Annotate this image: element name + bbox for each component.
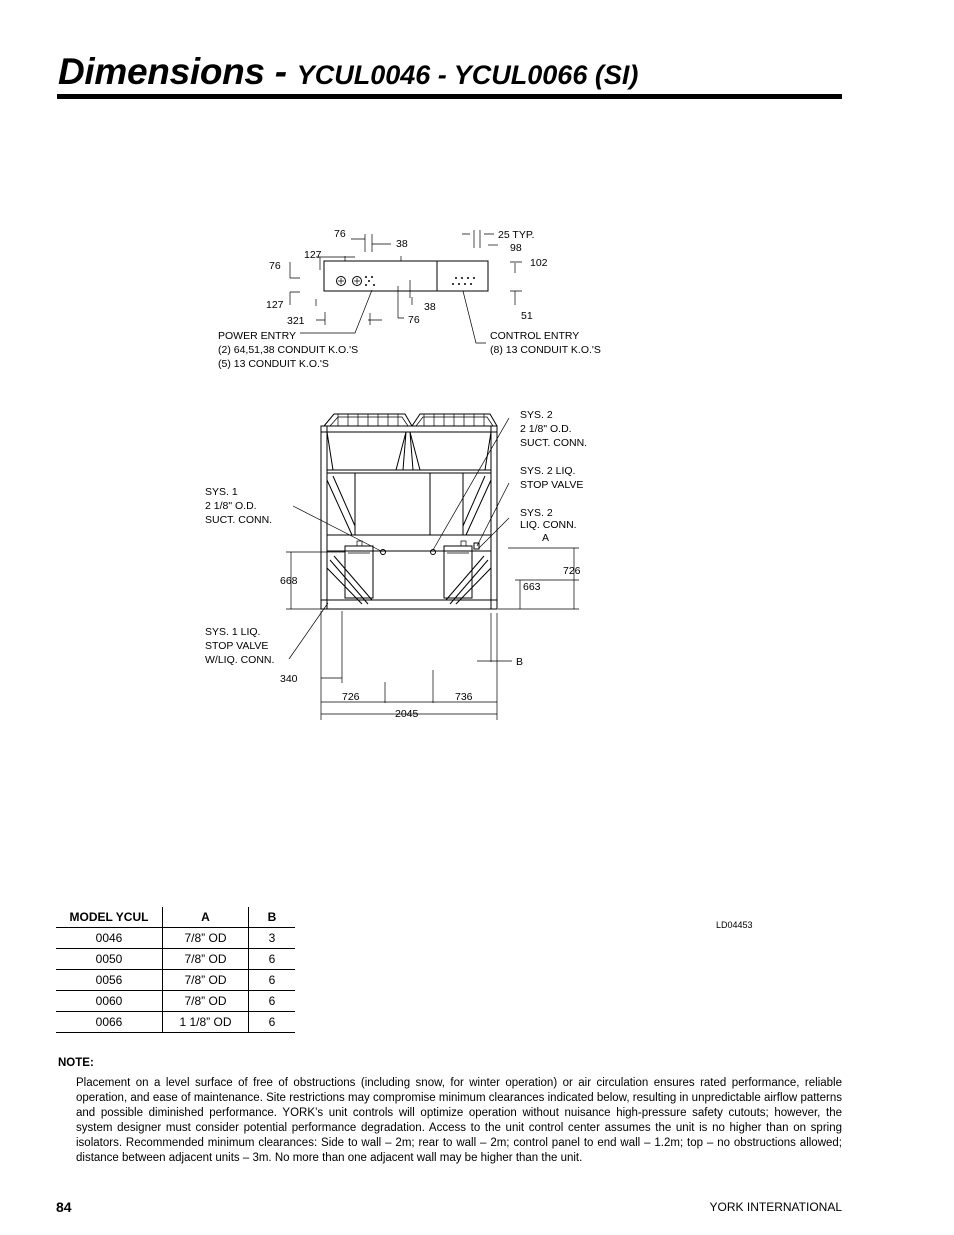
drawing-id: LD04453 — [716, 920, 753, 930]
cell-model: 0060 — [56, 991, 163, 1012]
model-dimensions-table — [56, 907, 295, 1033]
dim-663: 663 — [523, 581, 541, 593]
sys2-suct-line-3: SUCT. CONN. — [520, 437, 588, 449]
dim-726-right: 726 — [563, 565, 581, 577]
control-entry-line-1: CONTROL ENTRY — [490, 330, 580, 342]
sys2-liq-conn-line-1: SYS. 2 — [520, 507, 553, 519]
cell-b: 6 — [249, 970, 296, 991]
cell-a: 7/8” OD — [163, 949, 249, 970]
dim-98: 98 — [510, 242, 522, 254]
dim-38-top: 38 — [396, 238, 408, 250]
dim-25-typ: 25 TYP. — [498, 229, 535, 241]
power-entry-line-3: (5) 13 CONDUIT K.O.'S — [218, 358, 329, 370]
table-row — [56, 928, 295, 949]
sys1-liq-line-2: STOP VALVE — [205, 640, 269, 652]
cell-model: 0046 — [56, 928, 163, 949]
sys1-suct-line-3: SUCT. CONN. — [205, 514, 273, 526]
title-model-range: YCUL0046 - YCUL0066 (SI) — [296, 60, 639, 90]
dim-2045: 2045 — [395, 708, 419, 720]
header-b: B — [249, 907, 296, 928]
dim-736: 736 — [455, 691, 473, 703]
cell-b: 3 — [249, 928, 296, 949]
dim-102: 102 — [530, 257, 548, 269]
dim-76-top: 76 — [334, 228, 346, 240]
header-a: A — [163, 907, 249, 928]
cell-model: 0066 — [56, 1012, 163, 1033]
cell-a: 7/8” OD — [163, 991, 249, 1012]
sys2-liq-stop-line-2: STOP VALVE — [520, 479, 584, 491]
table-row — [56, 1012, 295, 1033]
label-b: B — [516, 656, 524, 668]
sys1-liq-line-3: W/LIQ. CONN. — [205, 654, 275, 666]
dim-51: 51 — [521, 310, 533, 322]
title-main: Dimensions - — [58, 51, 297, 92]
sys2-liq-stop-line-1: SYS. 2 LIQ. — [520, 465, 576, 477]
sys1-suct-line-1: SYS. 1 — [205, 486, 238, 498]
cell-a: 7/8” OD — [163, 928, 249, 949]
table-row — [56, 949, 295, 970]
sys1-liq-line-1: SYS. 1 LIQ. — [205, 626, 261, 638]
cell-model: 0050 — [56, 949, 163, 970]
cell-b: 6 — [249, 949, 296, 970]
power-entry-line-2: (2) 64,51,38 CONDUIT K.O.'S — [218, 344, 359, 356]
note-label: NOTE: — [58, 1057, 94, 1069]
cell-model: 0056 — [56, 970, 163, 991]
dim-668: 668 — [280, 575, 298, 587]
side-view-leader-lines — [289, 418, 509, 659]
control-entry-line-2: (8) 13 CONDUIT K.O.'S — [490, 344, 601, 356]
sys1-suct-line-2: 2 1/8" O.D. — [205, 500, 257, 512]
sys2-suct-line-2: 2 1/8" O.D. — [520, 423, 572, 435]
note-text: Placement on a level surface of free of obstructions (including snow, for winter operation) or air circulation ensures rated performance, reliable operation, and ease of maintenance. Site restrictions may compromise minimum clearances indicated below, resulting in unpredictable airflow patterns and possible diminished performance. YORK’s unit controls will optimize operation without nuisance high-pressure safety cutouts; however, the system designer must consider potential performance degradation. Access to the unit control center assumes the unit is no higher than on spring isolators. Recommended minimum clearances: Side to wall – 2m; rear to wall – 2m; control panel to end wall – 1.2m; top – no obstructions allowed; distance between adjacent units – 3m. No more than one adjacent wall may be higher than the unit. — [76, 1077, 842, 1164]
table-header-row — [56, 907, 295, 928]
dim-340: 340 — [280, 673, 298, 685]
dim-127-bottom: 127 — [266, 299, 284, 311]
footer-organization: YORK INTERNATIONAL — [709, 1200, 842, 1214]
table-row — [56, 970, 295, 991]
dim-726-bottom: 726 — [342, 691, 360, 703]
table-row — [56, 991, 295, 1012]
control-box-top-view — [324, 256, 488, 291]
side-view-dimension-lines — [286, 548, 579, 720]
sys2-suct-line-1: SYS. 2 — [520, 409, 553, 421]
side-view-label-texts — [205, 409, 587, 720]
unit-side-view — [321, 414, 497, 609]
dim-76-bottom: 76 — [408, 314, 420, 326]
dim-321: 321 — [287, 315, 305, 327]
cell-b: 6 — [249, 991, 296, 1012]
dim-127-top: 127 — [304, 249, 322, 261]
dim-38-bottom: 38 — [424, 301, 436, 313]
cell-b: 6 — [249, 1012, 296, 1033]
label-a: A — [542, 532, 550, 544]
power-entry-line-1: POWER ENTRY — [218, 330, 296, 342]
cell-a: 1 1/8” OD — [163, 1012, 249, 1033]
top-view-dimension-texts — [218, 228, 601, 370]
page-number: 84 — [56, 1199, 72, 1215]
header-model: MODEL YCUL — [56, 907, 163, 928]
cell-a: 7/8” OD — [163, 970, 249, 991]
sys2-liq-conn-line-2: LIQ. CONN. — [520, 519, 577, 531]
dim-76-left: 76 — [269, 260, 281, 272]
